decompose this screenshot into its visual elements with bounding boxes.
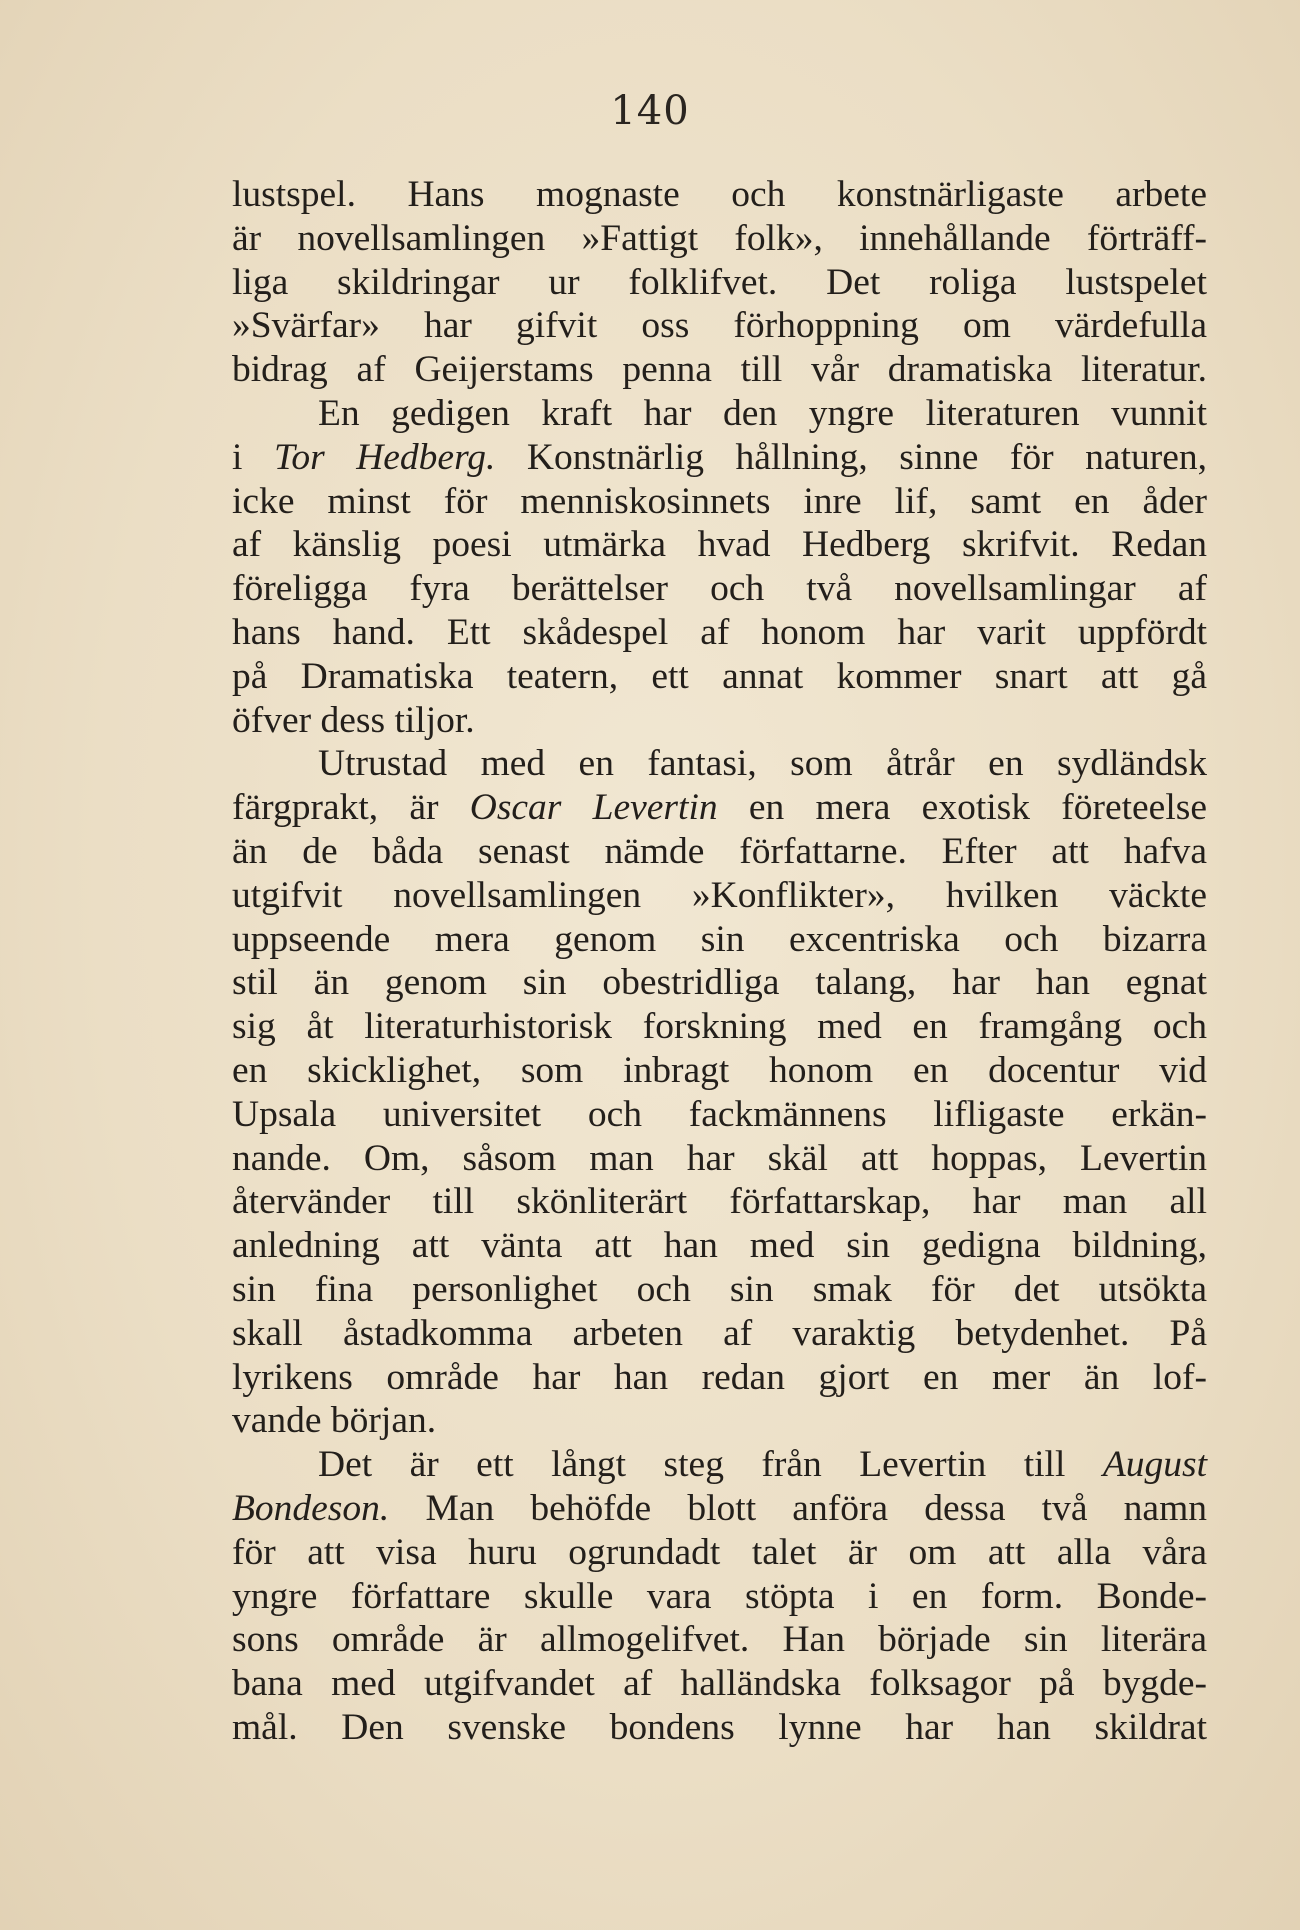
author-name: August	[1102, 1444, 1207, 1486]
text-line: återvänder till skönliterärt författarskap, har man all	[232, 1181, 1207, 1223]
text-line: öfver dess tiljor.	[232, 699, 475, 741]
text-line: stil än genom sin obestridliga talang, har han egnat	[232, 962, 1207, 1004]
text-line: utgifvit novellsamlingen »Konflikter», hvilken väckte	[232, 874, 1207, 916]
text-line: icke minst för menniskosinnets inre lif, samt en åder	[232, 480, 1207, 522]
text-line: är novellsamlingen »Fattigt folk», innehållande förträff-	[232, 217, 1207, 259]
text-line: sin fina personlighet och sin smak för det utsökta	[232, 1268, 1207, 1310]
text-line: föreligga fyra berättelser och två novellsamlingar af	[232, 568, 1207, 610]
text-line: skall åstadkomma arbeten af varaktig betydenhet. På	[232, 1312, 1207, 1354]
text-line: sig åt literaturhistorisk forskning med en framgång och	[232, 1006, 1207, 1048]
text-line: färgprakt, är Oscar Levertin en mera exotisk företeelse	[232, 787, 1207, 829]
text-line: »Svärfar» har gifvit oss förhoppning om värdefulla	[232, 305, 1207, 347]
text-line: af känslig poesi utmärka hvad Hedberg skrifvit. Redan	[232, 524, 1207, 566]
text-line: liga skildringar ur folklifvet. Det roliga lustspelet	[232, 261, 1207, 303]
text-line: hans hand. Ett skådespel af honom har varit uppfördt	[232, 611, 1207, 653]
text-line: Det är ett långt steg från Levertin till August	[318, 1444, 1207, 1486]
page-number: 140	[610, 88, 690, 134]
text-line: än de båda senast nämde författarne. Efter att hafva	[232, 830, 1207, 872]
author-name: Oscar Levertin	[469, 787, 718, 829]
text-line: bana med utgifvandet af halländska folksagor på bygde-	[232, 1663, 1207, 1705]
text-line: vande början.	[232, 1400, 437, 1442]
text-line: En gedigen kraft har den yngre literaturen vunnit	[318, 392, 1207, 434]
text-line: en skicklighet, som inbragt honom en docentur vid	[232, 1049, 1207, 1091]
text-line: bidrag af Geijerstams penna till vår dramatiska literatur.	[232, 349, 1207, 391]
body-text	[232, 173, 1207, 1750]
text-line: anledning att vänta att han med sin gedigna bildning,	[232, 1225, 1207, 1267]
author-name: Tor Hedberg.	[273, 436, 496, 478]
text-line: Bondeson. Man behöfde blott anföra dessa två namn	[232, 1487, 1207, 1529]
text-line: uppseende mera genom sin excentriska och bizarra	[232, 918, 1207, 960]
text-line: mål. Den svenske bondens lynne har han skildrat	[232, 1706, 1207, 1748]
text-line: nande. Om, såsom man har skäl att hoppas, Levertin	[232, 1137, 1207, 1179]
text-line: Utrustad med en fantasi, som åtrår en sydländsk	[318, 743, 1207, 785]
text-line: yngre författare skulle vara stöpta i en form. Bonde-	[232, 1575, 1207, 1617]
text-line: i Tor Hedberg. Konstnärlig hållning, sinne för naturen,	[232, 436, 1207, 478]
author-name: Bondeson.	[232, 1487, 390, 1529]
text-line: sons område är allmogelifvet. Han började sin literära	[232, 1619, 1207, 1661]
text-line: på Dramatiska teatern, ett annat kommer snart att gå	[232, 655, 1207, 697]
text-line: Upsala universitet och fackmännens lifligaste erkän-	[232, 1093, 1207, 1135]
text-line: lyrikens område har han redan gjort en mer än lof-	[232, 1356, 1207, 1398]
text-line: för att visa huru ogrundadt talet är om att alla våra	[232, 1531, 1207, 1573]
text-line: lustspel. Hans mognaste och konstnärligaste arbete	[232, 174, 1207, 215]
